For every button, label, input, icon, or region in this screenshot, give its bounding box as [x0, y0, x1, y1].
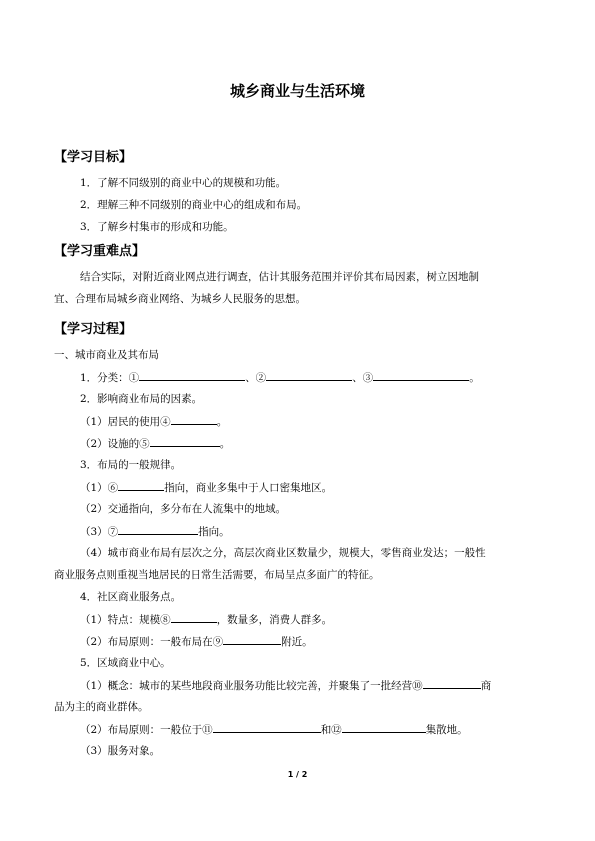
- goal-item: 1．了解不同级别的商业中心的规模和功能。: [80, 177, 287, 189]
- section-heading-key-points: 【学习重难点】: [54, 244, 146, 259]
- fill-blank-4: [171, 414, 217, 425]
- text-segment: （1）⑥: [80, 482, 119, 494]
- regional-line: 品为主的商业群体。: [54, 701, 149, 713]
- fill-blank-9: [223, 634, 281, 645]
- rule-line: （2）交通指向，多分布在人流集中的地域。: [80, 503, 287, 515]
- community-line: [80, 612, 332, 627]
- factor-line: [80, 436, 230, 451]
- fill-blank-7: [118, 524, 198, 535]
- regional-line: [80, 678, 491, 693]
- key-points-line: 结合实际，对附近商业网点进行调查，估计其服务范围并评价其布局因素，树立因地制: [80, 271, 479, 283]
- text-segment: 、②: [245, 372, 267, 384]
- regional-line: （3）服务对象。: [80, 745, 161, 757]
- fill-blank-8: [171, 612, 217, 623]
- page-title: 城乡商业与生活环境: [229, 82, 365, 100]
- fill-blank-3: [373, 370, 469, 381]
- fill-blank-6: [118, 480, 164, 491]
- text-segment: （2）布局原则：一般布局在⑨: [80, 636, 224, 648]
- text-segment: 。: [219, 438, 231, 450]
- text-segment: 附近。: [281, 636, 313, 648]
- text-segment: 商: [480, 680, 492, 692]
- regional-line: [80, 722, 468, 737]
- community-line: [80, 634, 313, 649]
- fill-blank-11: [213, 722, 321, 733]
- text-segment: 、③: [352, 372, 374, 384]
- goal-item: 2．理解三种不同级别的商业中心的组成和布局。: [80, 199, 308, 211]
- rule-line: [80, 480, 332, 495]
- classification-line: [80, 370, 480, 385]
- fill-blank-1: [139, 370, 245, 381]
- text-segment: （2）设施的⑤: [80, 438, 150, 450]
- key-points-line: 宜、合理布局城乡商业网络、为城乡人民服务的思想。: [54, 293, 306, 305]
- factor-line: [80, 414, 227, 429]
- list-item: 4．社区商业服务点。: [80, 591, 182, 603]
- list-item: 3．布局的一般规律。: [80, 459, 182, 471]
- text-segment: 和⑫: [320, 724, 342, 736]
- rule-line: [80, 524, 230, 539]
- text-segment: （3）⑦: [80, 526, 119, 538]
- fill-blank-12: [342, 722, 426, 733]
- text-segment: 指向，商业多集中于人口密集地区。: [164, 482, 333, 494]
- section-heading-goals: 【学习目标】: [54, 150, 133, 165]
- fill-blank-5: [150, 436, 220, 447]
- text-segment: 1．分类：①: [80, 372, 140, 384]
- text-segment: 。: [216, 416, 228, 428]
- page-number: 1 / 2: [287, 770, 308, 779]
- section-heading-process: 【学习过程】: [54, 322, 133, 337]
- subsection-title: 一、城市商业及其布局: [54, 349, 159, 361]
- fill-blank-2: [266, 370, 352, 381]
- goal-item: 3．了解乡村集市的形成和功能。: [80, 221, 234, 233]
- text-segment: （1）居民的使用④: [80, 416, 171, 428]
- text-segment: （2）布局原则：一般位于⑪: [80, 724, 213, 736]
- list-item: 2．影响商业布局的因素。: [80, 393, 203, 405]
- text-segment: （1）概念：城市的某些地段商业服务功能比较完善，并聚集了一批经营⑩: [80, 680, 423, 692]
- text-segment: （1）特点：规模⑧: [80, 614, 171, 626]
- rule-line: （4）城市商业布局有层次之分，高层次商业区数量少，规模大，零售商业发达；一般性: [80, 547, 486, 559]
- list-item: 5．区域商业中心。: [80, 657, 171, 669]
- fill-blank-10: [423, 678, 481, 689]
- text-segment: 集散地。: [425, 724, 468, 736]
- rule-line: 商业服务点则重视当地居民的日常生活需要，布局呈点多面广的特征。: [54, 569, 380, 581]
- text-segment: 指向。: [198, 526, 230, 538]
- text-segment: 。: [469, 372, 480, 384]
- text-segment: ，数量多，消费人群多。: [216, 614, 333, 626]
